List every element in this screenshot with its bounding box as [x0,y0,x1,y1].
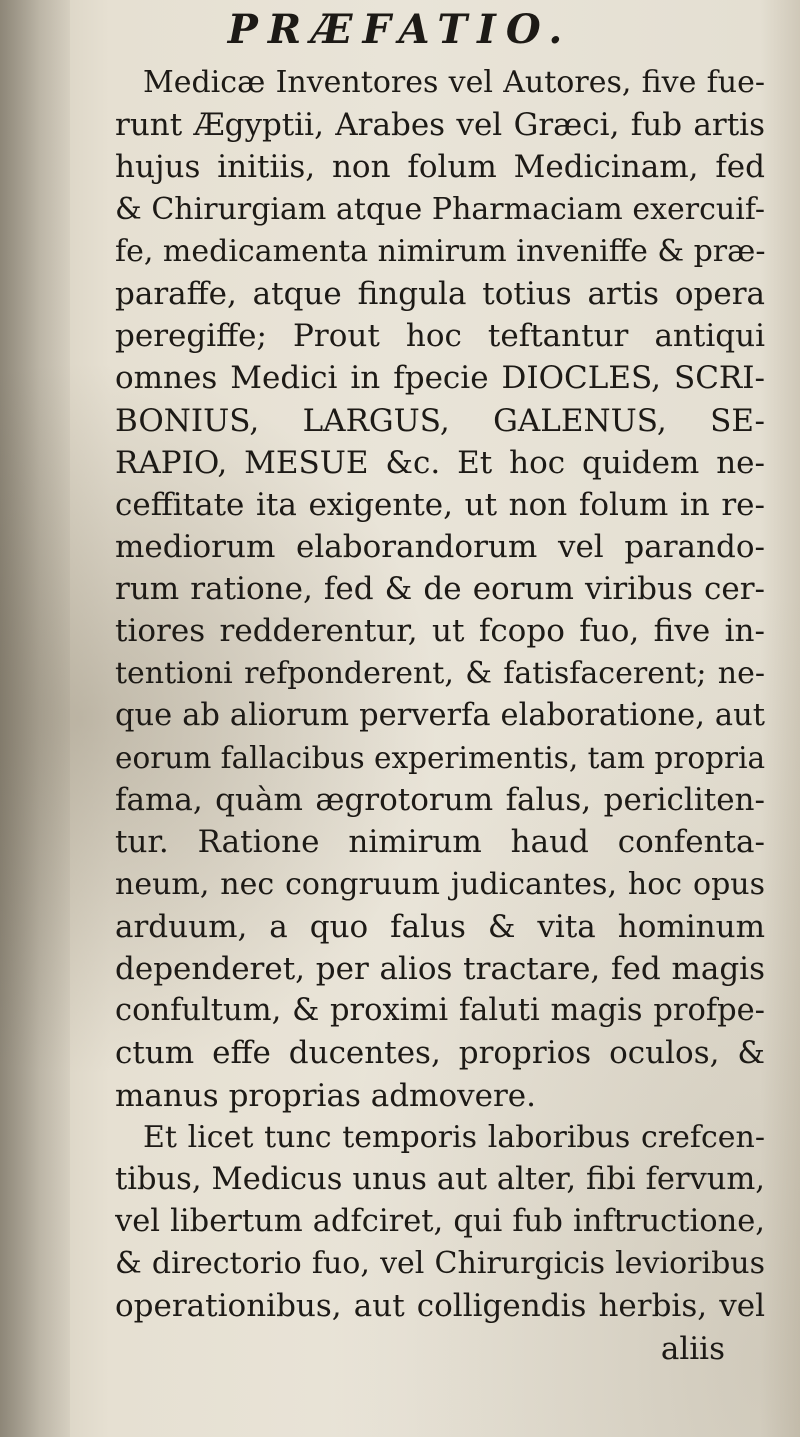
text-line: eorum fallacibus experimentis, tam propria [115,741,765,775]
text-line: que ab aliorum perverfa elaboratione, aut [115,697,765,733]
text-line: omnes Medici in fpecie DIOCLES, SCRI- [115,360,765,397]
text-line: rum ratione, fed & de eorum viribus cer- [115,571,765,608]
text-line: manus proprias admovere. [115,1077,536,1114]
running-header: PRÆFATIO. [227,6,573,53]
text-line: fe, medicamenta nimirum inveniffe & præ- [115,233,765,269]
text-line: neum, nec congruum judicantes, hoc opus [115,866,765,902]
text-line: operationibus, aut colligendis herbis, vel [115,1288,765,1325]
text-line: ceffitate ita exigente, ut non folum in re- [115,486,765,523]
text-line: Et licet tunc temporis laboribus crefcen- [143,1119,765,1155]
page-shadow [0,0,70,1437]
text-line: tentioni refponderent, & fatisfacerent; ne- [115,655,765,691]
text-line: peregiffe; Prout hoc teftantur antiqui [115,318,765,355]
text-line: confultum, & proximi faluti magis profpe- [115,993,765,1029]
text-line: tibus, Medicus unus aut alter, fibi fervum, [115,1161,765,1197]
text-line: dependeret, per alios tractare, fed magis [115,950,765,987]
text-line: Medicæ Inventores vel Autores, five fue- [143,65,765,100]
text-line: paraffe, atque fingula totius artis opera [115,275,765,312]
text-line: fama, quàm ægrotorum falus, pericliten- [115,782,765,819]
text-line: hujus initiis, non folum Medicinam, fed [115,149,765,186]
text-line: mediorum elaborandorum vel parando- [115,529,765,566]
text-line: ctum effe ducentes, proprios oculos, & [115,1035,765,1072]
text-line: BONIUS, LARGUS, GALENUS, SE- [115,402,765,439]
body-text [115,62,765,1370]
text-line: vel libertum adfciret, qui fub inftructione, [115,1204,765,1240]
text-line: RAPIO, MESUE &c. Et hoc quidem ne- [115,444,765,481]
text-line: runt Ægyptii, Arabes vel Græci, fub artis [115,107,765,144]
text-line: tiores redderentur, ut fcopo fuo, five in- [115,613,765,650]
text-line: arduum, a quo falus & vita hominum [115,908,765,945]
text-line: tur. Ratione nimirum haud confenta- [115,824,765,861]
catchword: aliis [660,1330,725,1367]
text-line: & Chirurgiam atque Pharmaciam exercuif- [115,191,765,227]
text-line: & directorio fuo, vel Chirurgicis levioribus [115,1246,765,1282]
